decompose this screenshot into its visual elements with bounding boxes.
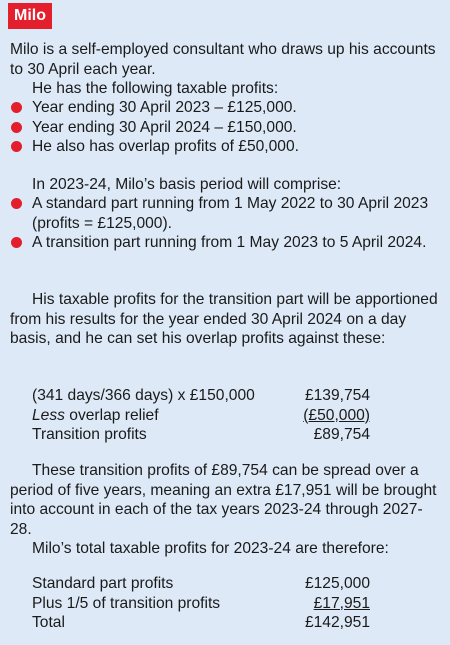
calc-label-italic: Less: [32, 406, 65, 424]
bullet-text: He also has overlap profits of £50,000.: [32, 138, 299, 155]
calc-amount: (£50,000): [303, 406, 370, 424]
bullet-icon: [11, 237, 22, 248]
calc-amount: £125,000: [304, 575, 370, 592]
list-item: [10, 233, 442, 253]
bullet-icon: [11, 198, 22, 209]
calc-label: overlap relief: [64, 406, 159, 424]
spread-paragraph: These transition profits of £89,754 can be spread over a period of five years, meaning an extra £17,951 will be brought into account in each of the tax years 2023-24 through 2027-28.: [10, 462, 437, 538]
total-lead: Milo’s total taxable profits for 2023-24 are therefore:: [32, 540, 389, 557]
bullet-text: Year ending 30 April 2023 – £125,000.: [32, 99, 297, 116]
bullet-icon: [11, 141, 22, 152]
calc-amount: £17,951: [313, 594, 370, 612]
calc-row: [10, 594, 442, 614]
calc-row: [10, 425, 442, 445]
profits-lead: He has the following taxable profits:: [32, 80, 279, 97]
calc-label: Transition profits: [32, 426, 147, 443]
list-item: [10, 118, 442, 138]
calc-label: (341 days/366 days) x £150,000: [32, 387, 255, 404]
profits-list: [10, 98, 442, 157]
intro-paragraph: Milo is a self-employed consultant who draws up his accounts to 30 April each year.: [10, 41, 436, 78]
calc-row: [10, 386, 442, 406]
total-calculation: [10, 574, 442, 633]
calc-label: Standard part profits: [32, 575, 174, 592]
bullet-icon: [11, 122, 22, 133]
calc-label: Total: [32, 614, 65, 631]
bullet-icon: [11, 102, 22, 113]
apportion-paragraph: His taxable profits for the transition part will be apportioned from his results for the year ended 30 April 2024 on a day basis, and he can set his overlap profits against these:: [10, 291, 438, 347]
basis-lead: In 2023-24, Milo’s basis period will comprise:: [32, 176, 342, 193]
bullet-text: Year ending 30 April 2024 – £150,000.: [32, 118, 297, 136]
case-title-tag: Milo: [8, 3, 52, 29]
calc-label: Plus 1/5 of transition profits: [32, 594, 221, 612]
transition-calculation: [10, 386, 442, 445]
list-item: [10, 137, 442, 157]
calc-row: [10, 613, 442, 633]
list-item: [10, 194, 442, 233]
bullet-text: A standard part running from 1 May 2022 to 30 April 2023 (profits = £125,000).: [32, 195, 429, 232]
bullet-text: A transition part running from 1 May 2023 to 5 April 2024.: [32, 234, 427, 251]
list-item: [10, 98, 442, 118]
calc-amount: £139,754: [304, 387, 370, 404]
calc-row: [10, 406, 442, 426]
basis-list: [10, 194, 442, 253]
calc-amount: £142,951: [304, 614, 370, 631]
calc-amount: £89,754: [313, 426, 370, 443]
calc-row: [10, 574, 442, 594]
